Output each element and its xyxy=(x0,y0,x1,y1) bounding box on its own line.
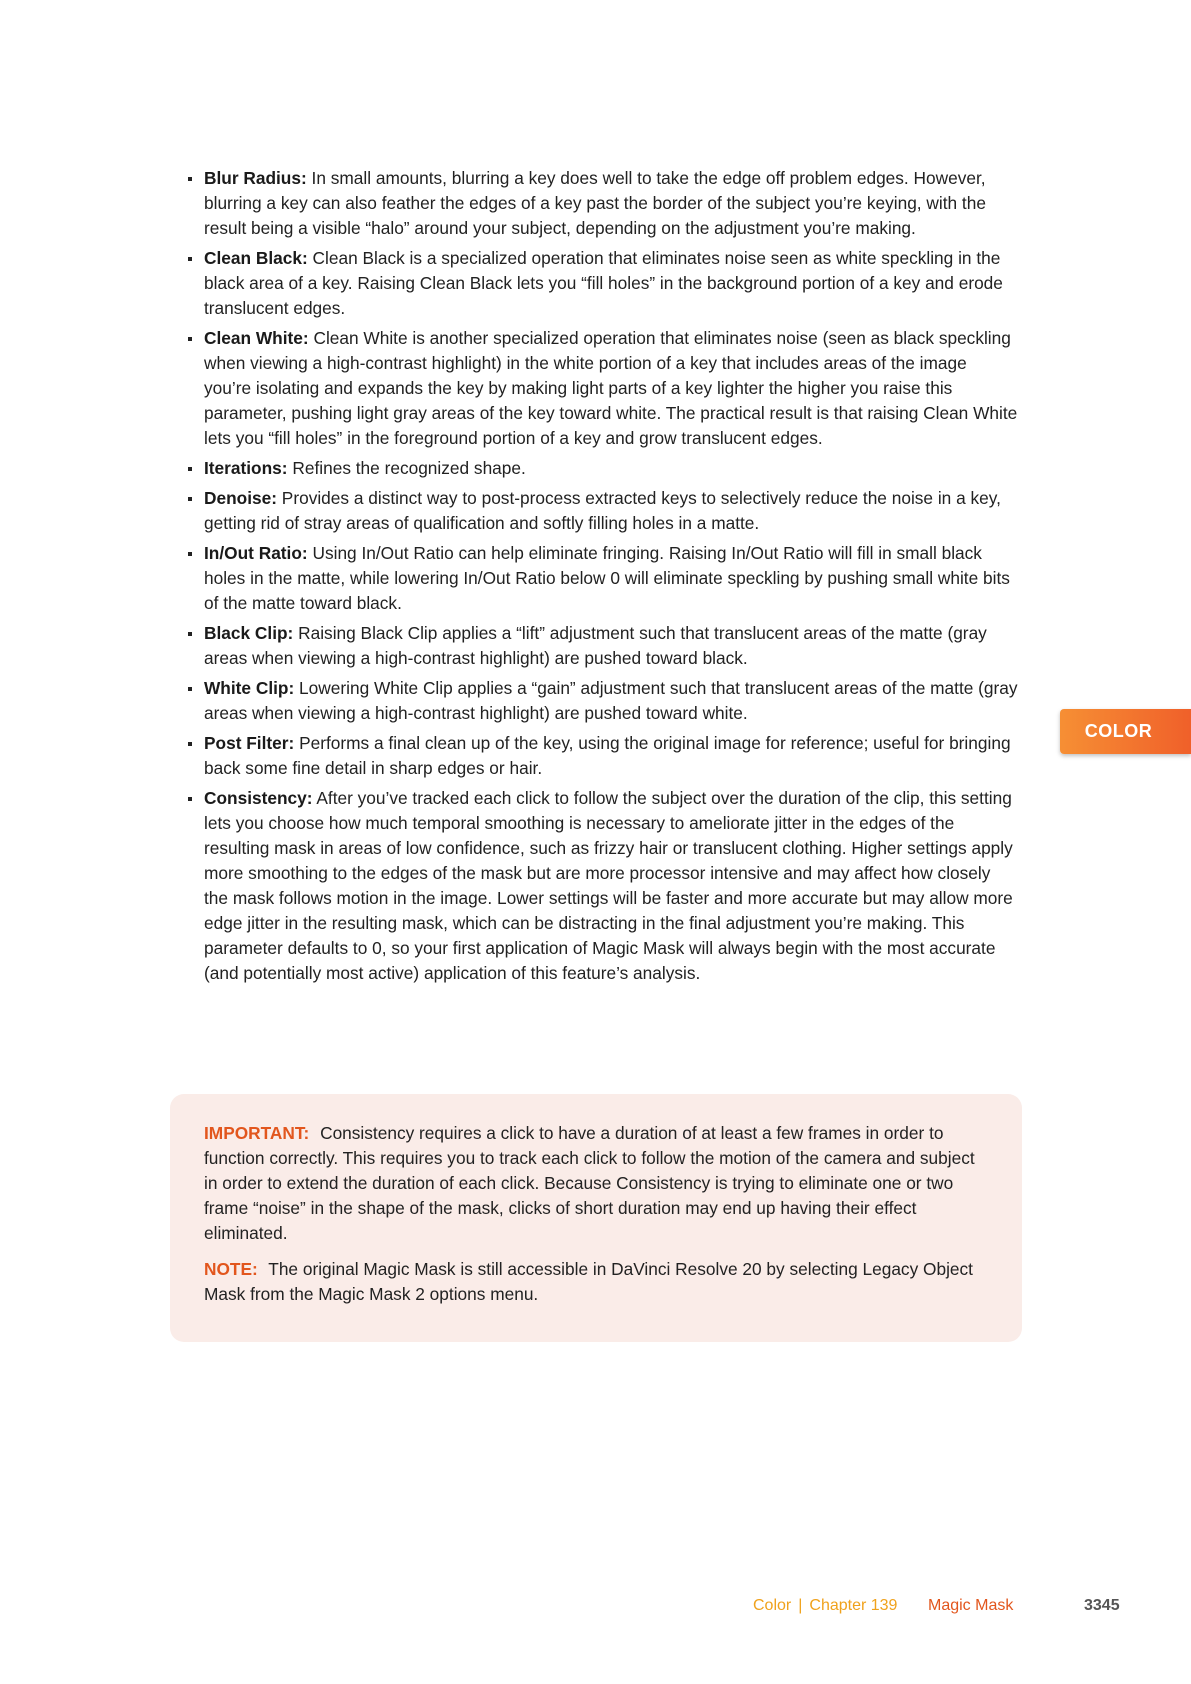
bullet-icon xyxy=(188,552,192,556)
list-item xyxy=(186,326,1018,451)
list-item-term: Iterations: xyxy=(204,458,288,478)
list-item-text: Clean White is another specialized operation that eliminates noise (seen as black speckling when viewing a high-contrast highlight) in the white portion of a key that includes areas of the image you’re isolating and expands the key by making light parts of a key lighter the higher you raise this parameter, pushing light gray areas of the key toward white. The practical result is that raising Clean White lets you “fill holes” in the foreground portion of a key and grow translucent edges. xyxy=(204,328,1018,448)
list-item-term: Clean White: xyxy=(204,328,309,348)
list-item xyxy=(186,456,1018,481)
parameter-list xyxy=(186,166,1018,986)
bullet-icon xyxy=(188,497,192,501)
list-item-term: Blur Radius: xyxy=(204,168,307,188)
footer-chapter: Chapter 139 xyxy=(809,1597,898,1614)
list-item xyxy=(186,486,1018,536)
list-item xyxy=(186,541,1018,616)
list-item xyxy=(186,786,1018,986)
list-item-text: Using In/Out Ratio can help eliminate fringing. Raising In/Out Ratio will fill in small black holes in the matte, while lowering In/Out Ratio below 0 will eliminate speckling by pushing small white bits of the matte toward black. xyxy=(204,543,1010,613)
bullet-icon xyxy=(188,337,192,341)
footer-topic: Magic Mask xyxy=(928,1597,1014,1614)
bullet-icon xyxy=(188,742,192,746)
note-paragraph xyxy=(204,1257,988,1307)
important-paragraph xyxy=(204,1121,988,1246)
list-item xyxy=(186,621,1018,671)
list-item-term: White Clip: xyxy=(204,678,295,698)
bullet-list-section xyxy=(186,166,1018,991)
list-item xyxy=(186,676,1018,726)
list-item-term: Post Filter: xyxy=(204,733,295,753)
bullet-icon xyxy=(188,632,192,636)
bullet-icon xyxy=(188,467,192,471)
list-item-text: Refines the recognized shape. xyxy=(292,458,526,478)
list-item-text: Provides a distinct way to post-process extracted keys to selectively reduce the noise in a key, getting rid of stray areas of qualification and softly filling holes in a matte. xyxy=(204,488,1001,533)
note-label: NOTE: xyxy=(204,1259,258,1279)
page-number: 3345 xyxy=(1084,1597,1120,1614)
list-item xyxy=(186,731,1018,781)
list-item-term: Denoise: xyxy=(204,488,277,508)
footer-separator: | xyxy=(798,1597,803,1614)
list-item-text: In small amounts, blurring a key does well to take the edge off problem edges. However, blurring a key can also feather the edges of a key past the border of the subject you’re keying, with the result being a visible “halo” around your subject, depending on the adjustment you’re making. xyxy=(204,168,986,238)
bullet-icon xyxy=(188,687,192,691)
page-footer xyxy=(0,1595,1191,1617)
bullet-icon xyxy=(188,257,192,261)
list-item-term: Clean Black: xyxy=(204,248,308,268)
note-text: The original Magic Mask is still accessible in DaVinci Resolve 20 by selecting Legacy Object Mask from the Magic Mask 2 options menu. xyxy=(204,1259,973,1304)
list-item-text: Lowering White Clip applies a “gain” adjustment such that translucent areas of the matte (gray areas when viewing a high-contrast highlight) are pushed toward white. xyxy=(204,678,1018,723)
important-callout-box xyxy=(170,1094,1022,1342)
section-tab-color: COLOR xyxy=(1060,709,1191,754)
list-item-term: Consistency: xyxy=(204,788,313,808)
list-item-text: Performs a final clean up of the key, using the original image for reference; useful for bringing back some fine detail in sharp edges or hair. xyxy=(204,733,1011,778)
bullet-icon xyxy=(188,797,192,801)
list-item-term: In/Out Ratio: xyxy=(204,543,308,563)
list-item xyxy=(186,166,1018,241)
footer-breadcrumb xyxy=(753,1595,897,1617)
list-item-text: Raising Black Clip applies a “lift” adjustment such that translucent areas of the matte (gray areas when viewing a high-contrast highlight) are pushed toward black. xyxy=(204,623,987,668)
list-item-term: Black Clip: xyxy=(204,623,294,643)
list-item xyxy=(186,246,1018,321)
list-item-text: Clean Black is a specialized operation that eliminates noise seen as white speckling in the black area of a key. Raising Clean Black lets you “fill holes” in the background portion of a key and erode translucent edges. xyxy=(204,248,1003,318)
footer-section: Color xyxy=(753,1597,792,1614)
important-text: Consistency requires a click to have a duration of at least a few frames in order to function correctly. This requires you to track each click to follow the motion of the camera and subject in order to extend the duration of each click. Because Consistency is trying to eliminate one or two frame “noise” in the shape of the mask, clicks of short duration may end up having their effect eliminated. xyxy=(204,1123,975,1243)
bullet-icon xyxy=(188,177,192,181)
list-item-text: After you’ve tracked each click to follow the subject over the duration of the clip, this setting lets you choose how much temporal smoothing is necessary to ameliorate jitter in the edges of the resulting mask in areas of low confidence, such as frizzy hair or translucent clothing. Higher settings apply more smoothing to the edges of the mask but are more processor intensive and may affect how closely the mask follows motion in the image. Lower settings will be faster and more accurate but may allow more edge jitter in the resulting mask, which can be distracting in the final adjustment you’re making. This parameter defaults to 0, so your first application of Magic Mask will always begin with the most accurate (and potentially most active) application of this feature’s analysis. xyxy=(204,788,1013,983)
important-label: IMPORTANT: xyxy=(204,1123,310,1143)
